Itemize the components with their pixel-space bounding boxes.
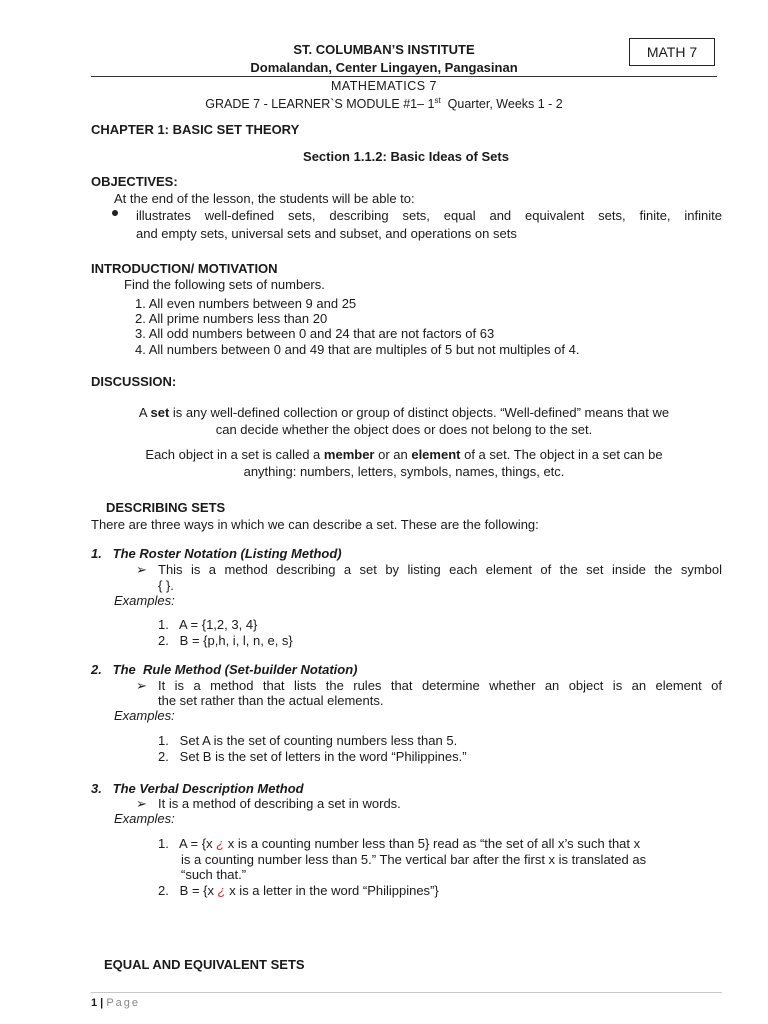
intro-item: 3. All odd numbers between 0 and 24 that are not factors of 63 bbox=[135, 326, 495, 341]
describing-heading: DESCRIBING SETS bbox=[106, 500, 226, 515]
school-name: ST. COLUMBAN’S INSTITUTE bbox=[293, 42, 475, 57]
discussion-heading: DISCUSSION: bbox=[91, 374, 177, 389]
element-definition-text: Each object in a set is called a bbox=[145, 447, 324, 462]
rule-method-desc-line1: It is a method that lists the rules that determine whether an object is an element of bbox=[158, 678, 722, 693]
verbal-example-text: x is a letter in the word “Philippines”} bbox=[225, 883, 439, 898]
module-line-text: GRADE 7 - LEARNER`S MODULE #1– 1 bbox=[205, 97, 435, 112]
examples-label: Examples: bbox=[114, 708, 175, 723]
footer-rule bbox=[91, 992, 722, 993]
footer-separator: | bbox=[97, 997, 107, 1009]
module-line-quarter: Quarter, Weeks 1 - 2 bbox=[440, 97, 563, 112]
arrow-bullet-icon: ➢ bbox=[136, 562, 147, 577]
roster-method-desc-line1: This is a method describing a set by listing each element of the set inside the symbol bbox=[158, 562, 722, 577]
set-definition-text: A bbox=[138, 405, 151, 420]
verbal-example-line1 bbox=[158, 836, 640, 852]
such-that-symbol: ¿ bbox=[216, 836, 225, 851]
element-definition-text: of a set. The object in a set can be bbox=[460, 447, 663, 462]
objectives-bullet-line1: illustrates well-defined sets, describing sets, equal and equivalent sets, finite, infinite bbox=[136, 208, 722, 223]
rule-method-desc-line2: the set rather than the actual elements. bbox=[158, 693, 384, 708]
section-title: Section 1.1.2: Basic Ideas of Sets bbox=[303, 149, 509, 164]
intro-item: 2. All prime numbers less than 20 bbox=[135, 311, 328, 326]
rule-method-title: 2. The Rule Method (Set-builder Notation) bbox=[91, 662, 358, 677]
examples-label: Examples: bbox=[114, 811, 175, 826]
element-definition-line1 bbox=[91, 447, 717, 463]
arrow-bullet-icon: ➢ bbox=[136, 796, 147, 811]
describing-intro: There are three ways in which we can describe a set. These are the following: bbox=[91, 517, 539, 532]
such-that-symbol: ¿ bbox=[217, 883, 226, 898]
rule-example: 2. Set B is the set of letters in the word “Philippines.” bbox=[158, 749, 467, 764]
intro-prompt: Find the following sets of numbers. bbox=[124, 277, 325, 292]
arrow-bullet-icon: ➢ bbox=[136, 678, 147, 693]
verbal-method-title: 3. The Verbal Description Method bbox=[91, 781, 304, 796]
roster-example: 1. A = {1,2, 3, 4} bbox=[158, 617, 258, 632]
set-definition-line2: can decide whether the object does or does not belong to the set. bbox=[215, 422, 593, 437]
verbal-example-line2: is a counting number less than 5.” The vertical bar after the first x is translated as bbox=[181, 852, 647, 867]
bullet-icon bbox=[112, 210, 118, 216]
member-term: member bbox=[323, 447, 375, 462]
verbal-example-line3: “such that.” bbox=[181, 867, 247, 882]
verbal-example-text: x is a counting number less than 5} read as “the set of all x’s such that x bbox=[224, 836, 641, 851]
verbal-example-text: 1. A = {x bbox=[158, 836, 217, 851]
set-term: set bbox=[150, 405, 170, 420]
verbal-example-text: 2. B = {x bbox=[158, 883, 218, 898]
page-number: 1 bbox=[91, 997, 98, 1009]
objectives-bullet-line2: and empty sets, universal sets and subset, and operations on sets bbox=[136, 226, 517, 241]
module-line-sup: st bbox=[434, 96, 441, 105]
rule-example: 1. Set A is the set of counting numbers less than 5. bbox=[158, 733, 458, 748]
page-footer bbox=[91, 997, 140, 1009]
chapter-title: CHAPTER 1: BASIC SET THEORY bbox=[91, 122, 300, 137]
set-definition-text: is any well-defined collection or group of distinct objects. “Well-defined” means that we bbox=[169, 405, 670, 420]
equal-sets-heading: EQUAL AND EQUIVALENT SETS bbox=[104, 957, 305, 972]
subject-title: MATHEMATICS 7 bbox=[330, 79, 438, 93]
objectives-intro: At the end of the lesson, the students will be able to: bbox=[114, 191, 415, 206]
intro-heading: INTRODUCTION/ MOTIVATION bbox=[91, 261, 278, 276]
objectives-heading: OBJECTIVES: bbox=[91, 174, 178, 189]
set-definition-line1 bbox=[91, 405, 717, 421]
element-term: element bbox=[411, 447, 461, 462]
examples-label: Examples: bbox=[114, 593, 175, 608]
intro-item: 4. All numbers between 0 and 49 that are multiples of 5 but not multiples of 4. bbox=[135, 342, 580, 357]
school-address: Domalandan, Center Lingayen, Pangasinan bbox=[250, 60, 518, 75]
verbal-method-desc: It is a method of describing a set in words. bbox=[158, 796, 401, 811]
subject-badge: MATH 7 bbox=[629, 38, 715, 66]
verbal-example-2 bbox=[158, 883, 439, 899]
element-definition-text: or an bbox=[374, 447, 412, 462]
module-line bbox=[0, 96, 768, 111]
page-label: Page bbox=[106, 997, 141, 1009]
intro-item: 1. All even numbers between 9 and 25 bbox=[135, 296, 357, 311]
roster-method-title: 1. The Roster Notation (Listing Method) bbox=[91, 546, 342, 561]
roster-method-desc-line2: { }. bbox=[158, 578, 174, 593]
element-definition-line2: anything: numbers, letters, symbols, names, things, etc. bbox=[243, 464, 565, 479]
roster-example: 2. B = {p,h, i, l, n, e, s} bbox=[158, 633, 293, 648]
header-rule bbox=[91, 76, 717, 77]
